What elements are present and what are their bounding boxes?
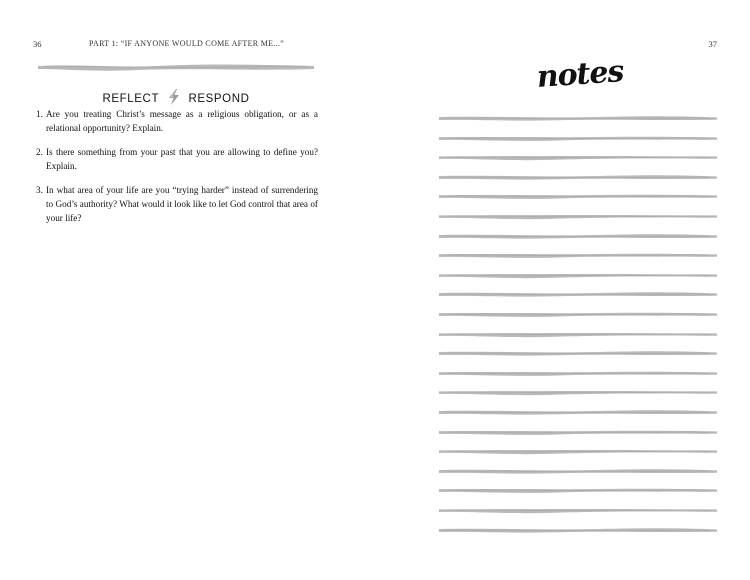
brush-divider: [37, 61, 315, 73]
question-text: Are you treating Christ’s message as a religious obligation, or as a relational opportunity? Explain.: [46, 109, 318, 133]
question-number: 3.: [36, 185, 43, 196]
note-line: [438, 173, 718, 181]
note-line: [438, 388, 718, 396]
running-head: PART 1: “IF ANYONE WOULD COME AFTER ME...”: [89, 39, 285, 48]
question-item: [36, 108, 318, 135]
note-line: [438, 310, 718, 318]
heading-respond: RESPOND: [188, 93, 250, 105]
note-line: [438, 271, 718, 279]
question-number: 1.: [36, 109, 43, 119]
note-line: [438, 526, 718, 534]
note-line: [438, 506, 718, 514]
heading-reflect: REFLECT: [102, 93, 159, 105]
note-line: [438, 408, 718, 416]
note-line: [438, 192, 718, 200]
note-line: [438, 330, 718, 338]
page-number: 37: [708, 39, 717, 49]
note-line: [438, 232, 718, 240]
notes-title: notes: [535, 54, 625, 95]
note-line: [438, 349, 718, 357]
question-list: [36, 108, 318, 236]
question-number: 2.: [36, 147, 43, 158]
note-line: [438, 447, 718, 455]
note-line: [438, 467, 718, 475]
notes-lines: [438, 114, 718, 544]
note-line: [438, 428, 718, 436]
page-number: 36: [33, 39, 42, 49]
note-line: [438, 290, 718, 298]
note-line: [438, 153, 718, 161]
question-text: In what area of your life are you “trying harder” instead of surrendering to God’s authority? What would it look like to let God control that area of your life?: [46, 185, 318, 223]
note-line: [438, 134, 718, 142]
note-line: [438, 486, 718, 494]
question-text: Is there something from your past that you are allowing to define you? Explain.: [46, 147, 318, 171]
note-line: [438, 251, 718, 259]
lightning-bolt-icon: [166, 89, 182, 105]
right-page: [375, 0, 750, 580]
section-heading: [37, 89, 315, 105]
note-line: [438, 114, 718, 122]
question-item: [36, 146, 318, 173]
note-line: [438, 369, 718, 377]
note-line: [438, 212, 718, 220]
question-item: [36, 184, 318, 225]
